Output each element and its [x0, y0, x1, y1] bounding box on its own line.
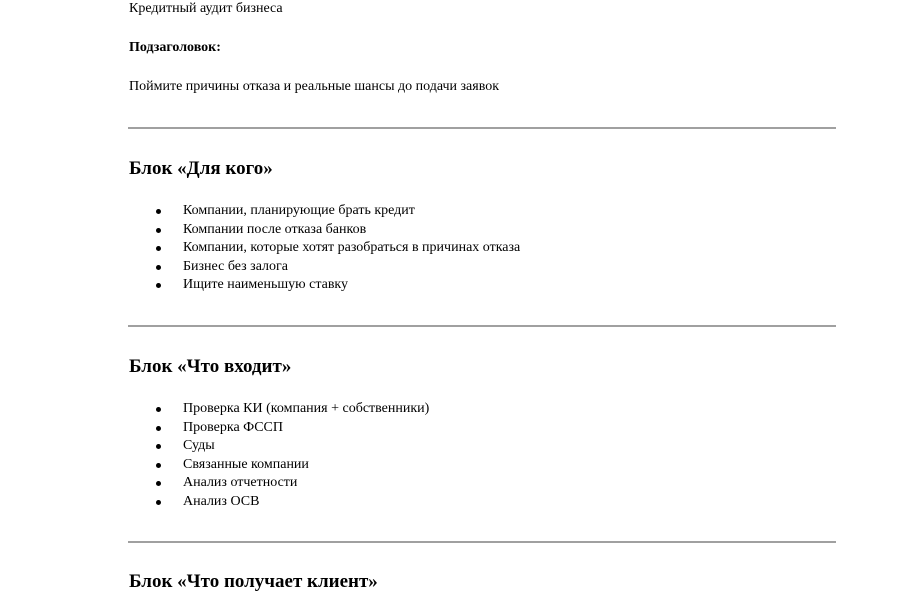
list-item	[153, 276, 520, 295]
list-item	[153, 400, 429, 419]
list-item-text: Связанные компании	[183, 456, 309, 472]
bullet-icon	[156, 500, 161, 505]
bullet-icon	[156, 283, 161, 288]
list-item-text: Компании, планирующие брать кредит	[183, 203, 415, 218]
list-item-text: Суды	[183, 438, 215, 453]
list-item	[153, 456, 429, 475]
list-item-text: Компании, которые хотят разобраться в причинах отказа	[183, 240, 521, 255]
section-divider	[128, 127, 836, 129]
block-heading-for-whom: Блок «Для кого»	[129, 158, 273, 179]
list-item	[153, 202, 520, 221]
list-item	[153, 221, 520, 240]
bullet-icon	[156, 463, 161, 468]
section-divider	[128, 541, 836, 543]
list-item-text: Анализ отчетности	[183, 475, 298, 490]
list-item-text: Проверка ФССП	[183, 419, 284, 435]
list-item	[153, 493, 429, 512]
bullet-icon	[156, 426, 161, 431]
bullet-icon	[156, 209, 161, 214]
subheading-label: Подзаголовок:	[129, 40, 221, 55]
bullet-icon	[156, 265, 161, 270]
bullet-list-whats-included	[153, 400, 429, 511]
bullet-icon	[156, 228, 161, 233]
list-item-text: Проверка КИ (компания + собственники)	[183, 401, 430, 416]
list-item-text: Бизнес без залога	[183, 258, 288, 274]
bullet-icon	[156, 481, 161, 486]
list-item	[153, 419, 429, 438]
list-item	[153, 437, 429, 456]
bullet-icon	[156, 246, 161, 251]
list-item-text: Ищите наименьшую ставку	[183, 277, 349, 292]
block-heading-client-gets: Блок «Что получает клиент»	[129, 571, 378, 592]
list-item-text: Компании после отказа банков	[183, 221, 367, 237]
block-heading-whats-included: Блок «Что входит»	[129, 356, 292, 377]
bullet-list-for-whom	[153, 202, 520, 295]
list-item	[153, 474, 429, 493]
list-item	[153, 239, 520, 258]
list-item	[153, 258, 520, 277]
subheading-text: Поймите причины отказа и реальные шансы до подачи заявок	[129, 79, 500, 94]
section-divider	[128, 325, 836, 327]
bullet-icon	[156, 407, 161, 412]
document-title: Кредитный аудит бизнеса	[129, 1, 283, 16]
list-item-text: Анализ ОСВ	[183, 493, 260, 509]
bullet-icon	[156, 444, 161, 449]
